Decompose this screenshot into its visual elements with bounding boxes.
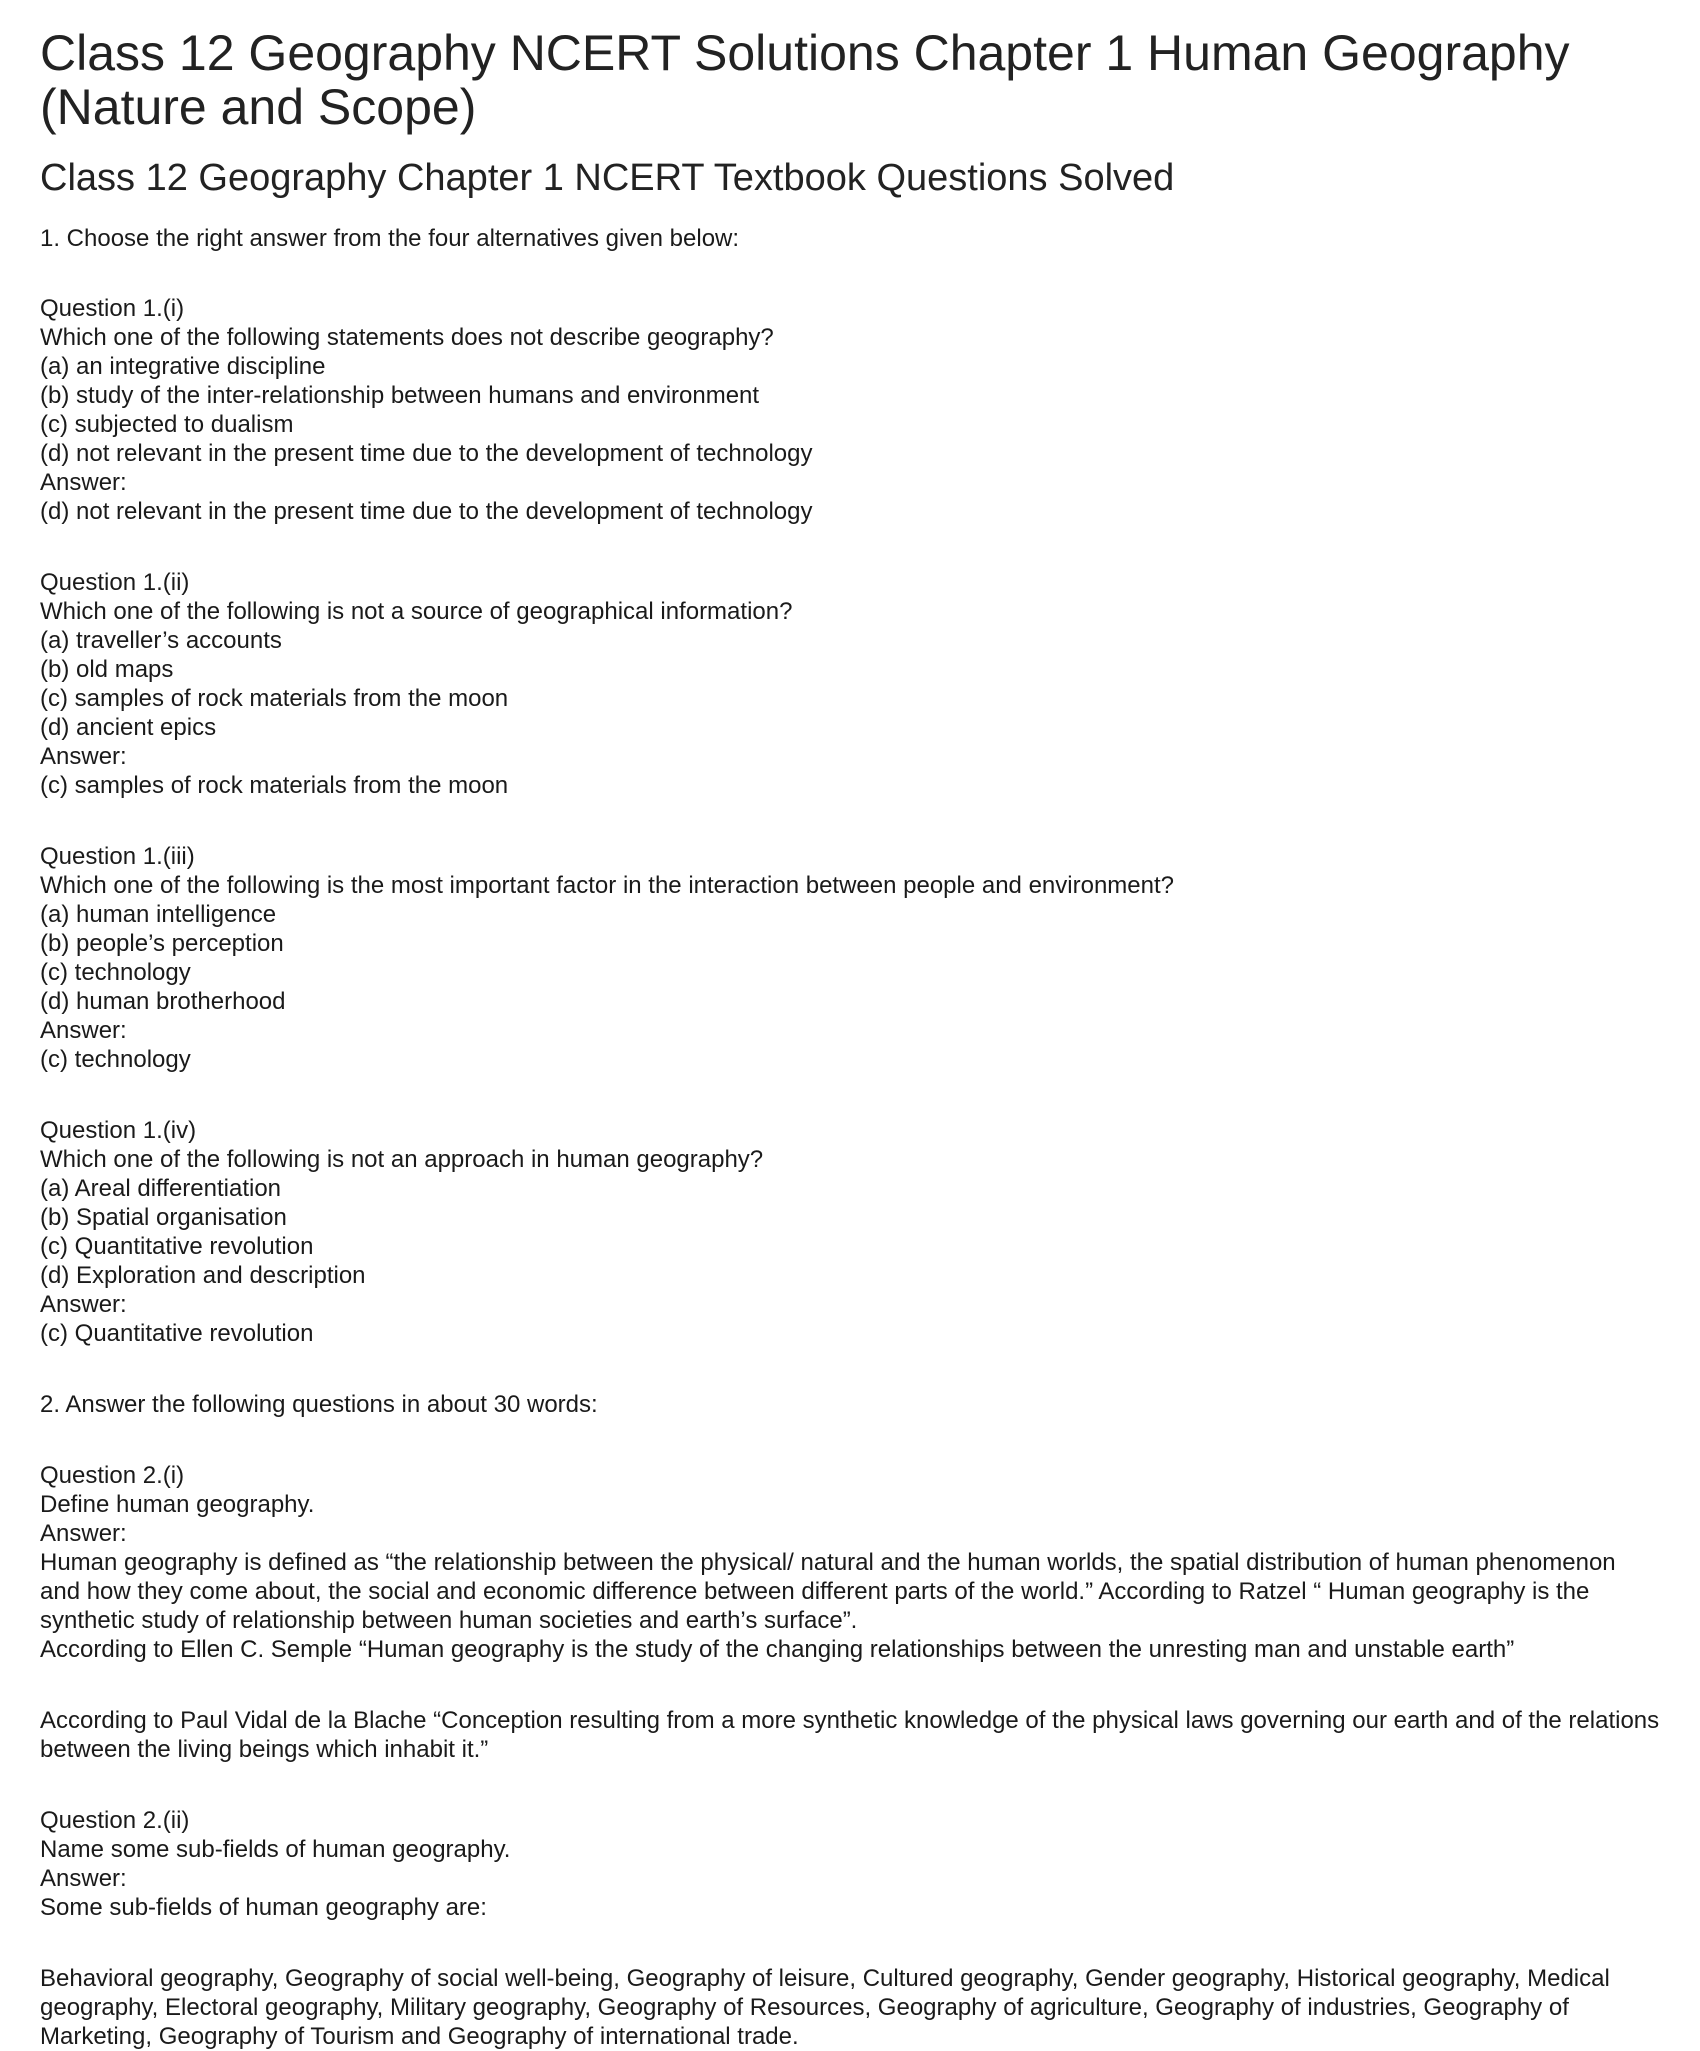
option-a: (a) an integrative discipline	[40, 353, 326, 380]
question-text: Which one of the following is the most important factor in the interaction between people and environment?	[40, 872, 1174, 899]
question-text: Which one of the following is not a source of geographical information?	[40, 598, 793, 625]
answer-text: (d) not relevant in the present time due to the development of technology	[40, 498, 813, 525]
option-c: (c) Quantitative revolution	[40, 1233, 314, 1260]
question-label: Question 1.(iii)	[40, 843, 195, 870]
answer-paragraph: According to Paul Vidal de la Blache “Conception resulting from a more synthetic knowledge of the physical laws governing our earth and of the relations between the living beings which inhabit it.”	[40, 1707, 1660, 1763]
answer-label: Answer:	[40, 1017, 127, 1044]
option-d: (d) not relevant in the present time due to the development of technology	[40, 440, 813, 467]
option-c: (c) technology	[40, 959, 191, 986]
answer-label: Answer:	[40, 1865, 127, 1892]
answer-label: Answer:	[40, 1520, 127, 1547]
page-subtitle: Class 12 Geography Chapter 1 NCERT Textbook Questions Solved	[40, 157, 1175, 199]
option-a: (a) human intelligence	[40, 901, 277, 928]
question-label: Question 1.(ii)	[40, 569, 190, 596]
option-d: (d) ancient epics	[40, 714, 217, 741]
question-text: Name some sub-fields of human geography.	[40, 1836, 511, 1863]
answer-text: (c) samples of rock materials from the moon	[40, 772, 509, 799]
document-page	[40, 26, 1660, 2051]
page-title: Class 12 Geography NCERT Solutions Chapter 1 Human Geography (Nature and Scope)	[40, 25, 1570, 135]
question-block	[40, 1461, 1660, 1664]
answer-paragraph: Human geography is defined as “the relationship between the physical/ natural and the human worlds, the spatial distribution of human phenomenon and how they come about, the social and economic difference between different parts of the world.” According to Ratzel “ Human geography is the synthetic study of relationship between human societies and earth’s surface”.	[40, 1549, 1616, 1634]
section1-instruction: 1. Choose the right answer from the four alternatives given below:	[40, 225, 740, 252]
answer-paragraph: Behavioral geography, Geography of social well-being, Geography of leisure, Cultured geography, Gender geography, Historical geography, Medical geography, Electoral geography, Military geography, Geography of Resources, Geography of agriculture, Geography of industries, Geography of Marketing, Geography of Tourism and Geography of international trade.	[40, 1965, 1610, 2050]
question-text: Which one of the following is not an approach in human geography?	[40, 1146, 764, 1173]
option-d: (d) human brotherhood	[40, 988, 286, 1015]
option-c: (c) subjected to dualism	[40, 411, 294, 438]
option-d: (d) Exploration and description	[40, 1262, 366, 1289]
section2-instruction: 2. Answer the following questions in about 30 words:	[40, 1391, 598, 1418]
question-block	[40, 568, 1660, 800]
option-b: (b) old maps	[40, 656, 174, 683]
question-label: Question 2.(ii)	[40, 1807, 190, 1834]
answer-label: Answer:	[40, 469, 127, 496]
option-a: (a) traveller’s accounts	[40, 627, 282, 654]
answer-paragraph: Some sub-fields of human geography are:	[40, 1894, 487, 1921]
answer-text: (c) Quantitative revolution	[40, 1320, 314, 1347]
option-c: (c) samples of rock materials from the moon	[40, 685, 509, 712]
question-block	[40, 1116, 1660, 1348]
option-b: (b) people’s perception	[40, 930, 284, 957]
answer-paragraph: According to Ellen C. Semple “Human geography is the study of the changing relationships between the unresting man and unstable earth”	[40, 1636, 1515, 1663]
question-block	[40, 1806, 1660, 1922]
question-label: Question 1.(i)	[40, 295, 185, 322]
option-b: (b) Spatial organisation	[40, 1204, 287, 1231]
question-text: Define human geography.	[40, 1491, 315, 1518]
answer-text: (c) technology	[40, 1046, 191, 1073]
answer-label: Answer:	[40, 1291, 127, 1318]
question-block	[40, 842, 1660, 1074]
option-b: (b) study of the inter-relationship between humans and environment	[40, 382, 760, 409]
question-text: Which one of the following statements does not describe geography?	[40, 324, 774, 351]
question-label: Question 2.(i)	[40, 1462, 185, 1489]
option-a: (a) Areal differentiation	[40, 1175, 282, 1202]
question-label: Question 1.(iv)	[40, 1117, 197, 1144]
answer-label: Answer:	[40, 743, 127, 770]
question-block	[40, 294, 1660, 526]
